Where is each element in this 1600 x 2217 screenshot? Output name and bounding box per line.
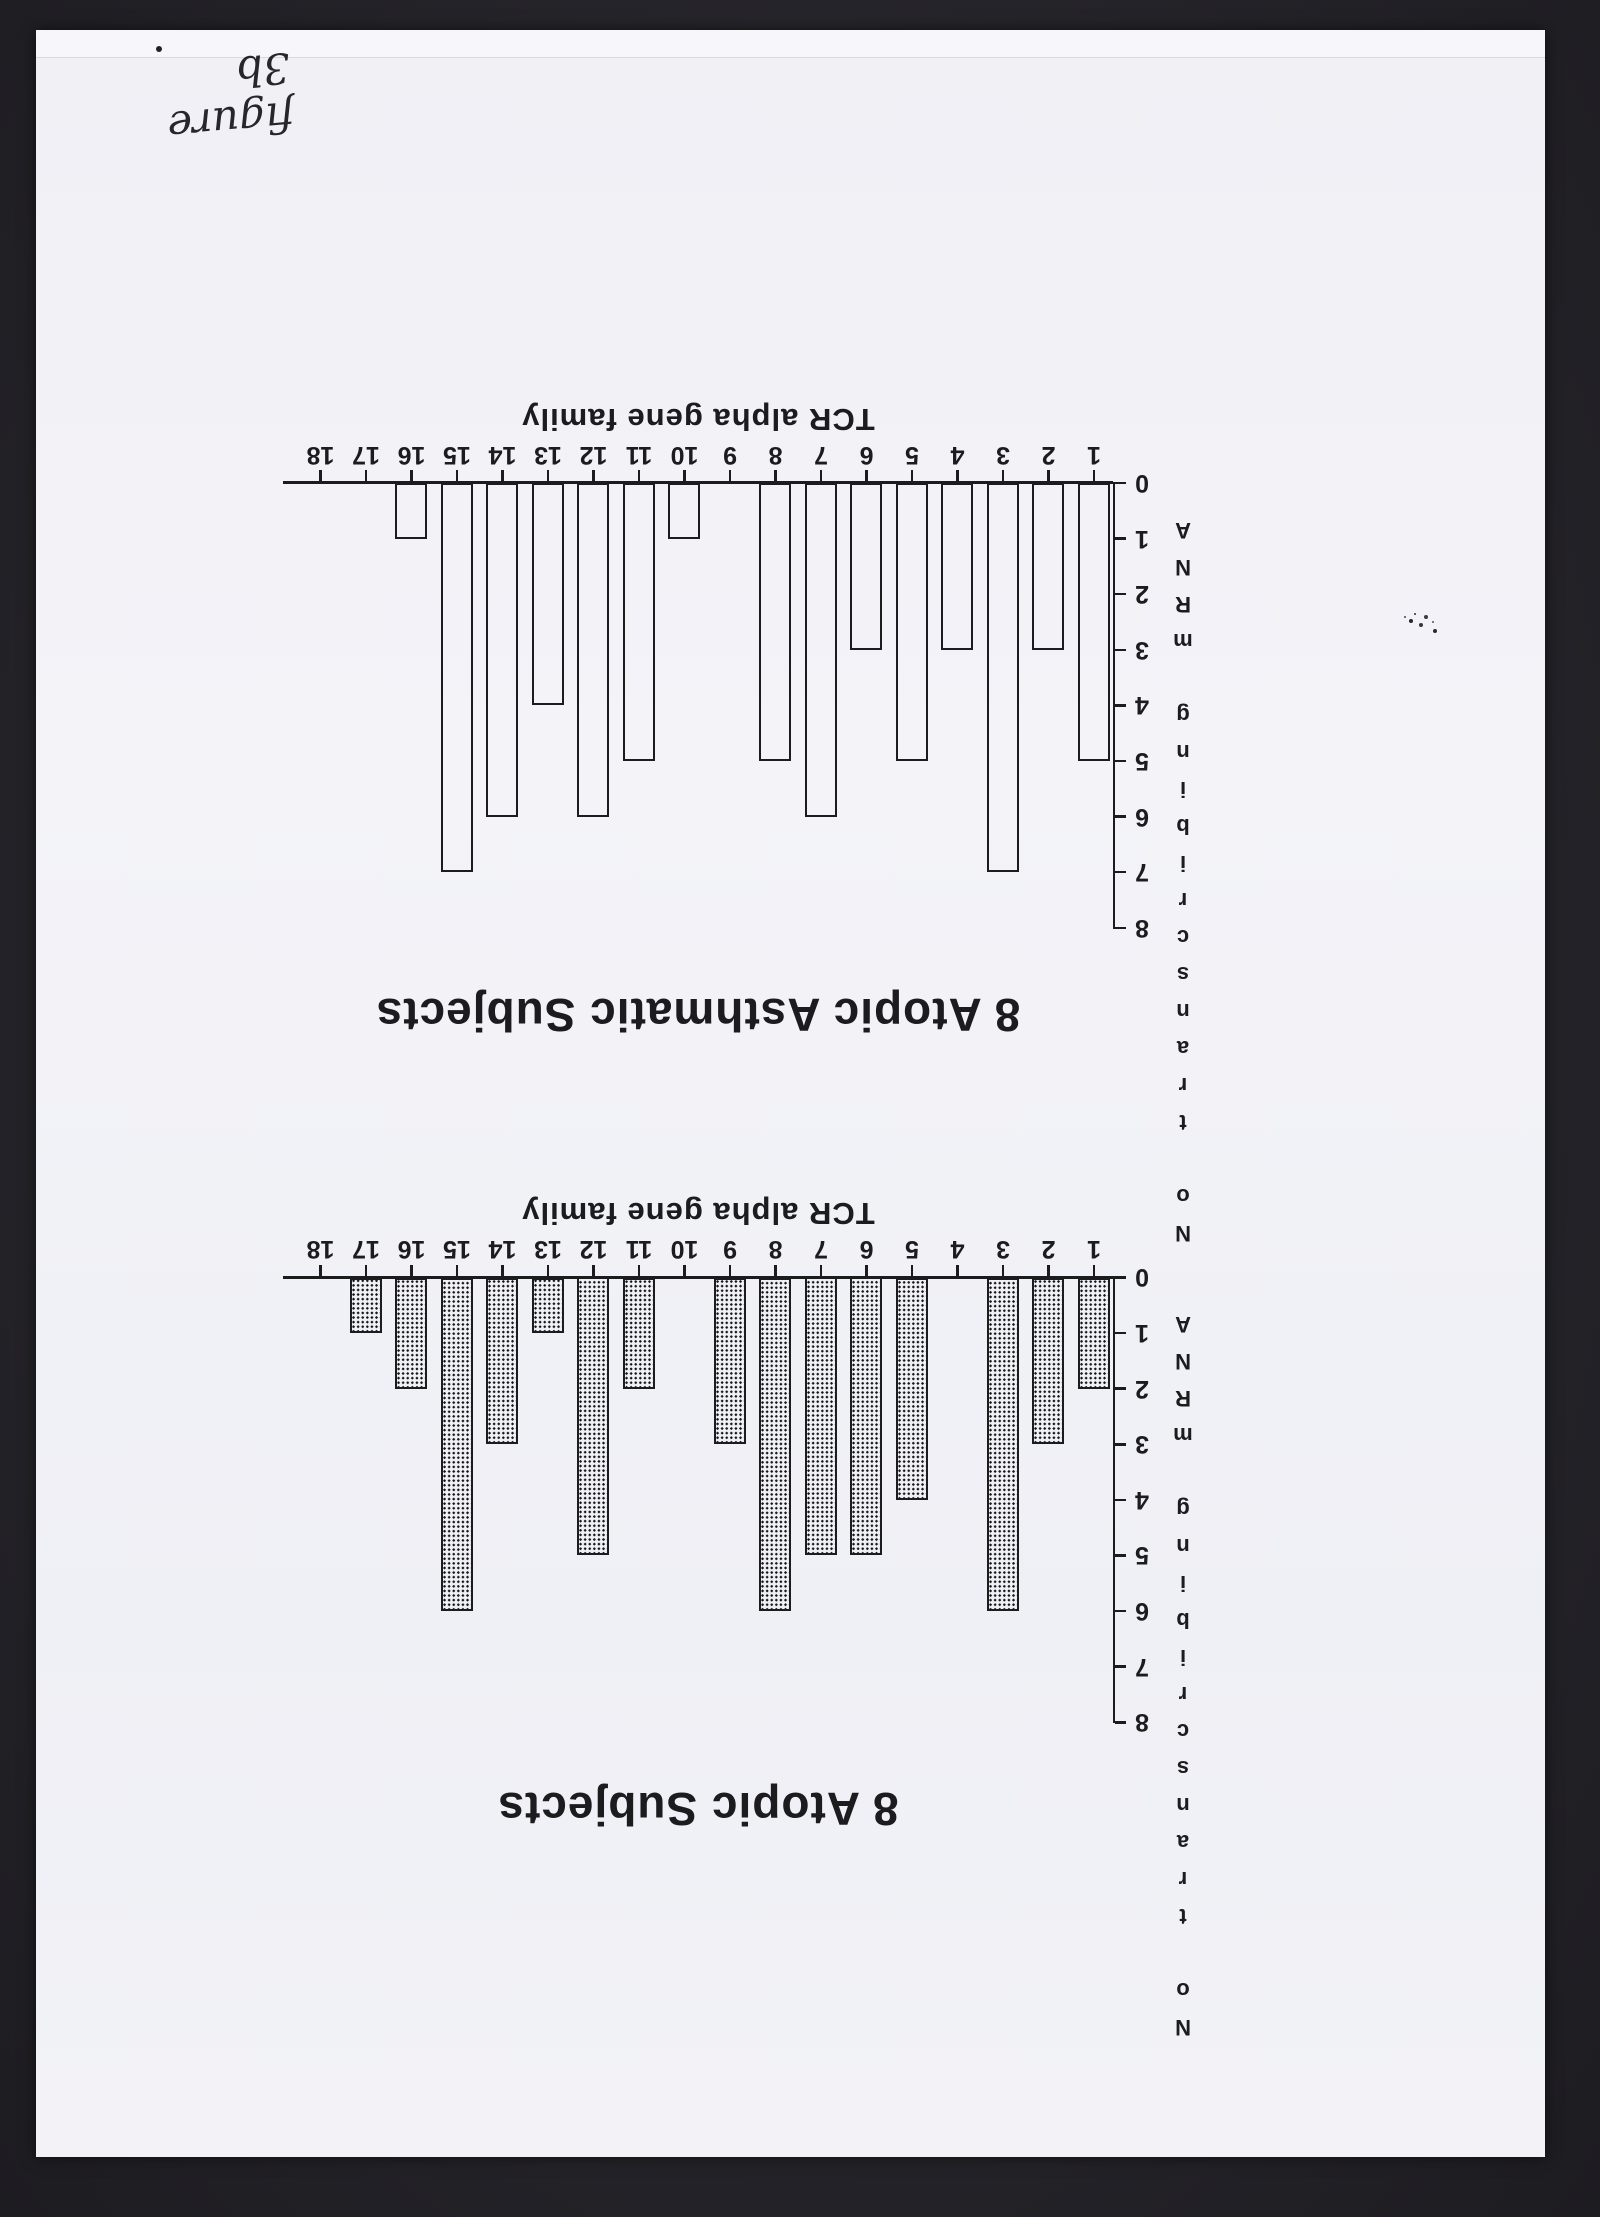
x-tick-label: 17 (352, 441, 380, 469)
y-axis-title-char: N (1175, 555, 1191, 580)
y-tick-label: 2 (1135, 1374, 1149, 1403)
bar-family-3 (987, 1278, 1019, 1612)
x-tick-label: 3 (996, 441, 1010, 469)
y-axis-title-char: i (1179, 1645, 1187, 1671)
handwritten-figure-label: figure 3b (165, 42, 297, 152)
bar-family-8 (760, 1278, 792, 1612)
x-tick-label: 7 (814, 1235, 828, 1264)
y-tick-label: 6 (1135, 1597, 1149, 1626)
x-tick-label: 5 (905, 441, 919, 469)
x-tick-label: 10 (670, 1235, 699, 1264)
x-tick-label: 11 (625, 441, 653, 469)
x-axis-title: TCR alpha gene family (521, 1196, 875, 1232)
y-axis-title-char: i (1179, 777, 1187, 802)
x-tick-label: 14 (488, 441, 517, 469)
y-axis-title-char: a (1176, 1830, 1190, 1856)
bar-family-9 (714, 1278, 746, 1445)
bar-family-1 (1078, 1278, 1110, 1389)
y-axis-title-char: a (1176, 1036, 1190, 1061)
chart-atopic-subjects (36, 30, 1545, 2157)
y-axis-title-char: i (1179, 851, 1187, 876)
x-tick (365, 1265, 368, 1276)
ink-dot (156, 46, 162, 52)
y-tick-label: 5 (1135, 747, 1149, 775)
y-tick-label: 4 (1135, 691, 1149, 720)
y-axis-title-char: t (1179, 1110, 1187, 1135)
x-tick-label: 16 (397, 441, 426, 469)
x-tick-label: 6 (859, 441, 874, 469)
x-tick-label: 12 (579, 441, 608, 469)
bar-family-17 (350, 1278, 382, 1334)
bar-family-2 (1033, 1278, 1065, 1445)
x-tick (865, 1265, 868, 1276)
y-axis-title-char: o (1176, 1978, 1190, 2004)
y-tick-label: 7 (1135, 1652, 1149, 1681)
x-tick-label: 18 (306, 441, 335, 469)
y-axis-title-char: R (1175, 592, 1191, 617)
y-axis-title-char: n (1176, 740, 1190, 765)
x-tick (683, 1265, 686, 1276)
y-axis-title-char: g (1176, 1497, 1190, 1523)
y-tick-label: 6 (1135, 802, 1149, 831)
bar-family-5 (896, 1278, 928, 1500)
bar-family-15 (441, 1278, 473, 1612)
x-tick-label: 10 (670, 441, 699, 469)
x-tick (638, 1265, 641, 1276)
y-tick-label: 3 (1135, 635, 1149, 664)
y-axis-title-char: b (1176, 814, 1190, 839)
x-tick (1047, 1265, 1050, 1276)
y-tick-label: 5 (1135, 1541, 1149, 1570)
x-tick-label: 17 (352, 1235, 380, 1264)
y-axis-title-char: t (1179, 1904, 1187, 1930)
y-axis-title-char: c (1176, 1719, 1190, 1745)
x-tick-label: 15 (443, 1235, 471, 1264)
x-tick (547, 1265, 550, 1276)
scanned-page (36, 30, 1545, 2157)
y-axis-title-char: A (1175, 518, 1191, 543)
x-tick (1093, 1265, 1096, 1276)
y-tick-label: 8 (1135, 1708, 1149, 1737)
y-tick-label: 7 (1135, 858, 1149, 887)
x-tick (456, 1265, 459, 1276)
bar-family-11 (623, 1278, 655, 1389)
y-axis-title-char: r (1178, 1867, 1188, 1893)
y-axis-title-char: m (1173, 1423, 1193, 1449)
x-tick-label: 16 (397, 1235, 426, 1264)
x-tick (911, 1265, 914, 1276)
y-axis-title-char: m (1173, 629, 1193, 654)
y-axis-title-char: s (1176, 962, 1190, 987)
bar-family-14 (487, 1278, 519, 1445)
upside-down-content (36, 30, 1545, 2157)
y-tick-label: 2 (1135, 580, 1149, 609)
y-axis-title-char: A (1175, 1312, 1191, 1338)
y-axis-title-char: r (1178, 1682, 1188, 1708)
x-tick-label: 18 (306, 1235, 335, 1264)
bar-family-13 (532, 1278, 564, 1334)
y-tick-label: 0 (1135, 1263, 1149, 1292)
x-tick (501, 1265, 504, 1276)
x-tick-label: 13 (534, 1235, 562, 1264)
x-tick-label: 8 (768, 1235, 783, 1264)
y-tick-label: 3 (1135, 1430, 1149, 1459)
chart-caption: 8 Atopic Subjects (497, 1783, 899, 1836)
y-axis-title-char: N (1175, 1221, 1191, 1246)
y-tick-label: 4 (1135, 1485, 1149, 1514)
y-axis-title-char: n (1176, 1793, 1190, 1819)
x-tick-label: 6 (859, 1235, 874, 1264)
chart-caption: 8 Atopic Asthmatic Subjects (375, 989, 1021, 1041)
x-tick-label: 2 (1041, 1235, 1056, 1264)
y-axis-title-char: r (1178, 1073, 1188, 1098)
y-tick-label: 1 (1135, 1319, 1149, 1348)
bar-family-6 (851, 1278, 883, 1556)
x-tick (410, 1265, 413, 1276)
y-axis-title-char: R (1175, 1386, 1191, 1412)
y-axis-title-char: N (1175, 2015, 1191, 2041)
y-axis-title-char: b (1176, 1608, 1190, 1634)
x-tick-label: 1 (1087, 1235, 1101, 1264)
x-axis-title: TCR alpha gene family (521, 402, 875, 437)
y-axis-title-char: i (1179, 1571, 1187, 1597)
x-tick-label: 13 (534, 441, 562, 469)
bar-family-12 (578, 1278, 610, 1556)
x-tick-label: 4 (950, 441, 965, 469)
x-tick (592, 1265, 595, 1276)
x-tick (729, 1265, 732, 1276)
x-tick-label: 12 (579, 1235, 608, 1264)
photocopy-specks (1433, 629, 1437, 633)
y-axis-title-char: g (1176, 703, 1190, 728)
y-axis-title-char: s (1176, 1756, 1190, 1782)
y-axis-title-char (1165, 1941, 1201, 1967)
y-tick-label: 0 (1135, 469, 1149, 497)
x-tick (820, 1265, 823, 1276)
x-tick-label: 8 (768, 441, 783, 469)
y-axis-title-char: n (1176, 1534, 1190, 1560)
x-tick-label: 15 (443, 441, 471, 469)
y-tick-label: 1 (1135, 524, 1149, 553)
x-tick-label: 7 (814, 441, 828, 469)
y-tick-label: 8 (1135, 913, 1149, 942)
x-tick-label: 9 (723, 441, 737, 469)
x-tick (1002, 1265, 1005, 1276)
x-tick (774, 1265, 777, 1276)
x-tick (956, 1265, 959, 1276)
y-axis-title-char: c (1176, 925, 1190, 950)
x-tick-label: 11 (625, 1235, 653, 1264)
x-tick-label: 2 (1041, 441, 1056, 469)
x-tick-label: 1 (1087, 441, 1101, 469)
y-axis-title-char: r (1178, 888, 1188, 913)
y-axis-title-char: o (1176, 1184, 1190, 1209)
bar-family-7 (805, 1278, 837, 1556)
x-tick (319, 1265, 322, 1276)
bar-family-16 (396, 1278, 428, 1389)
y-axis-title-char (1165, 1460, 1201, 1486)
x-tick-label: 14 (488, 1235, 517, 1264)
x-tick-label: 9 (723, 1235, 737, 1264)
y-axis-title-char: N (1175, 1349, 1191, 1375)
y-axis-title-char: n (1176, 999, 1190, 1024)
x-tick-label: 5 (905, 1235, 919, 1264)
x-tick-label: 3 (996, 1235, 1010, 1264)
x-tick-label: 4 (950, 1235, 965, 1264)
